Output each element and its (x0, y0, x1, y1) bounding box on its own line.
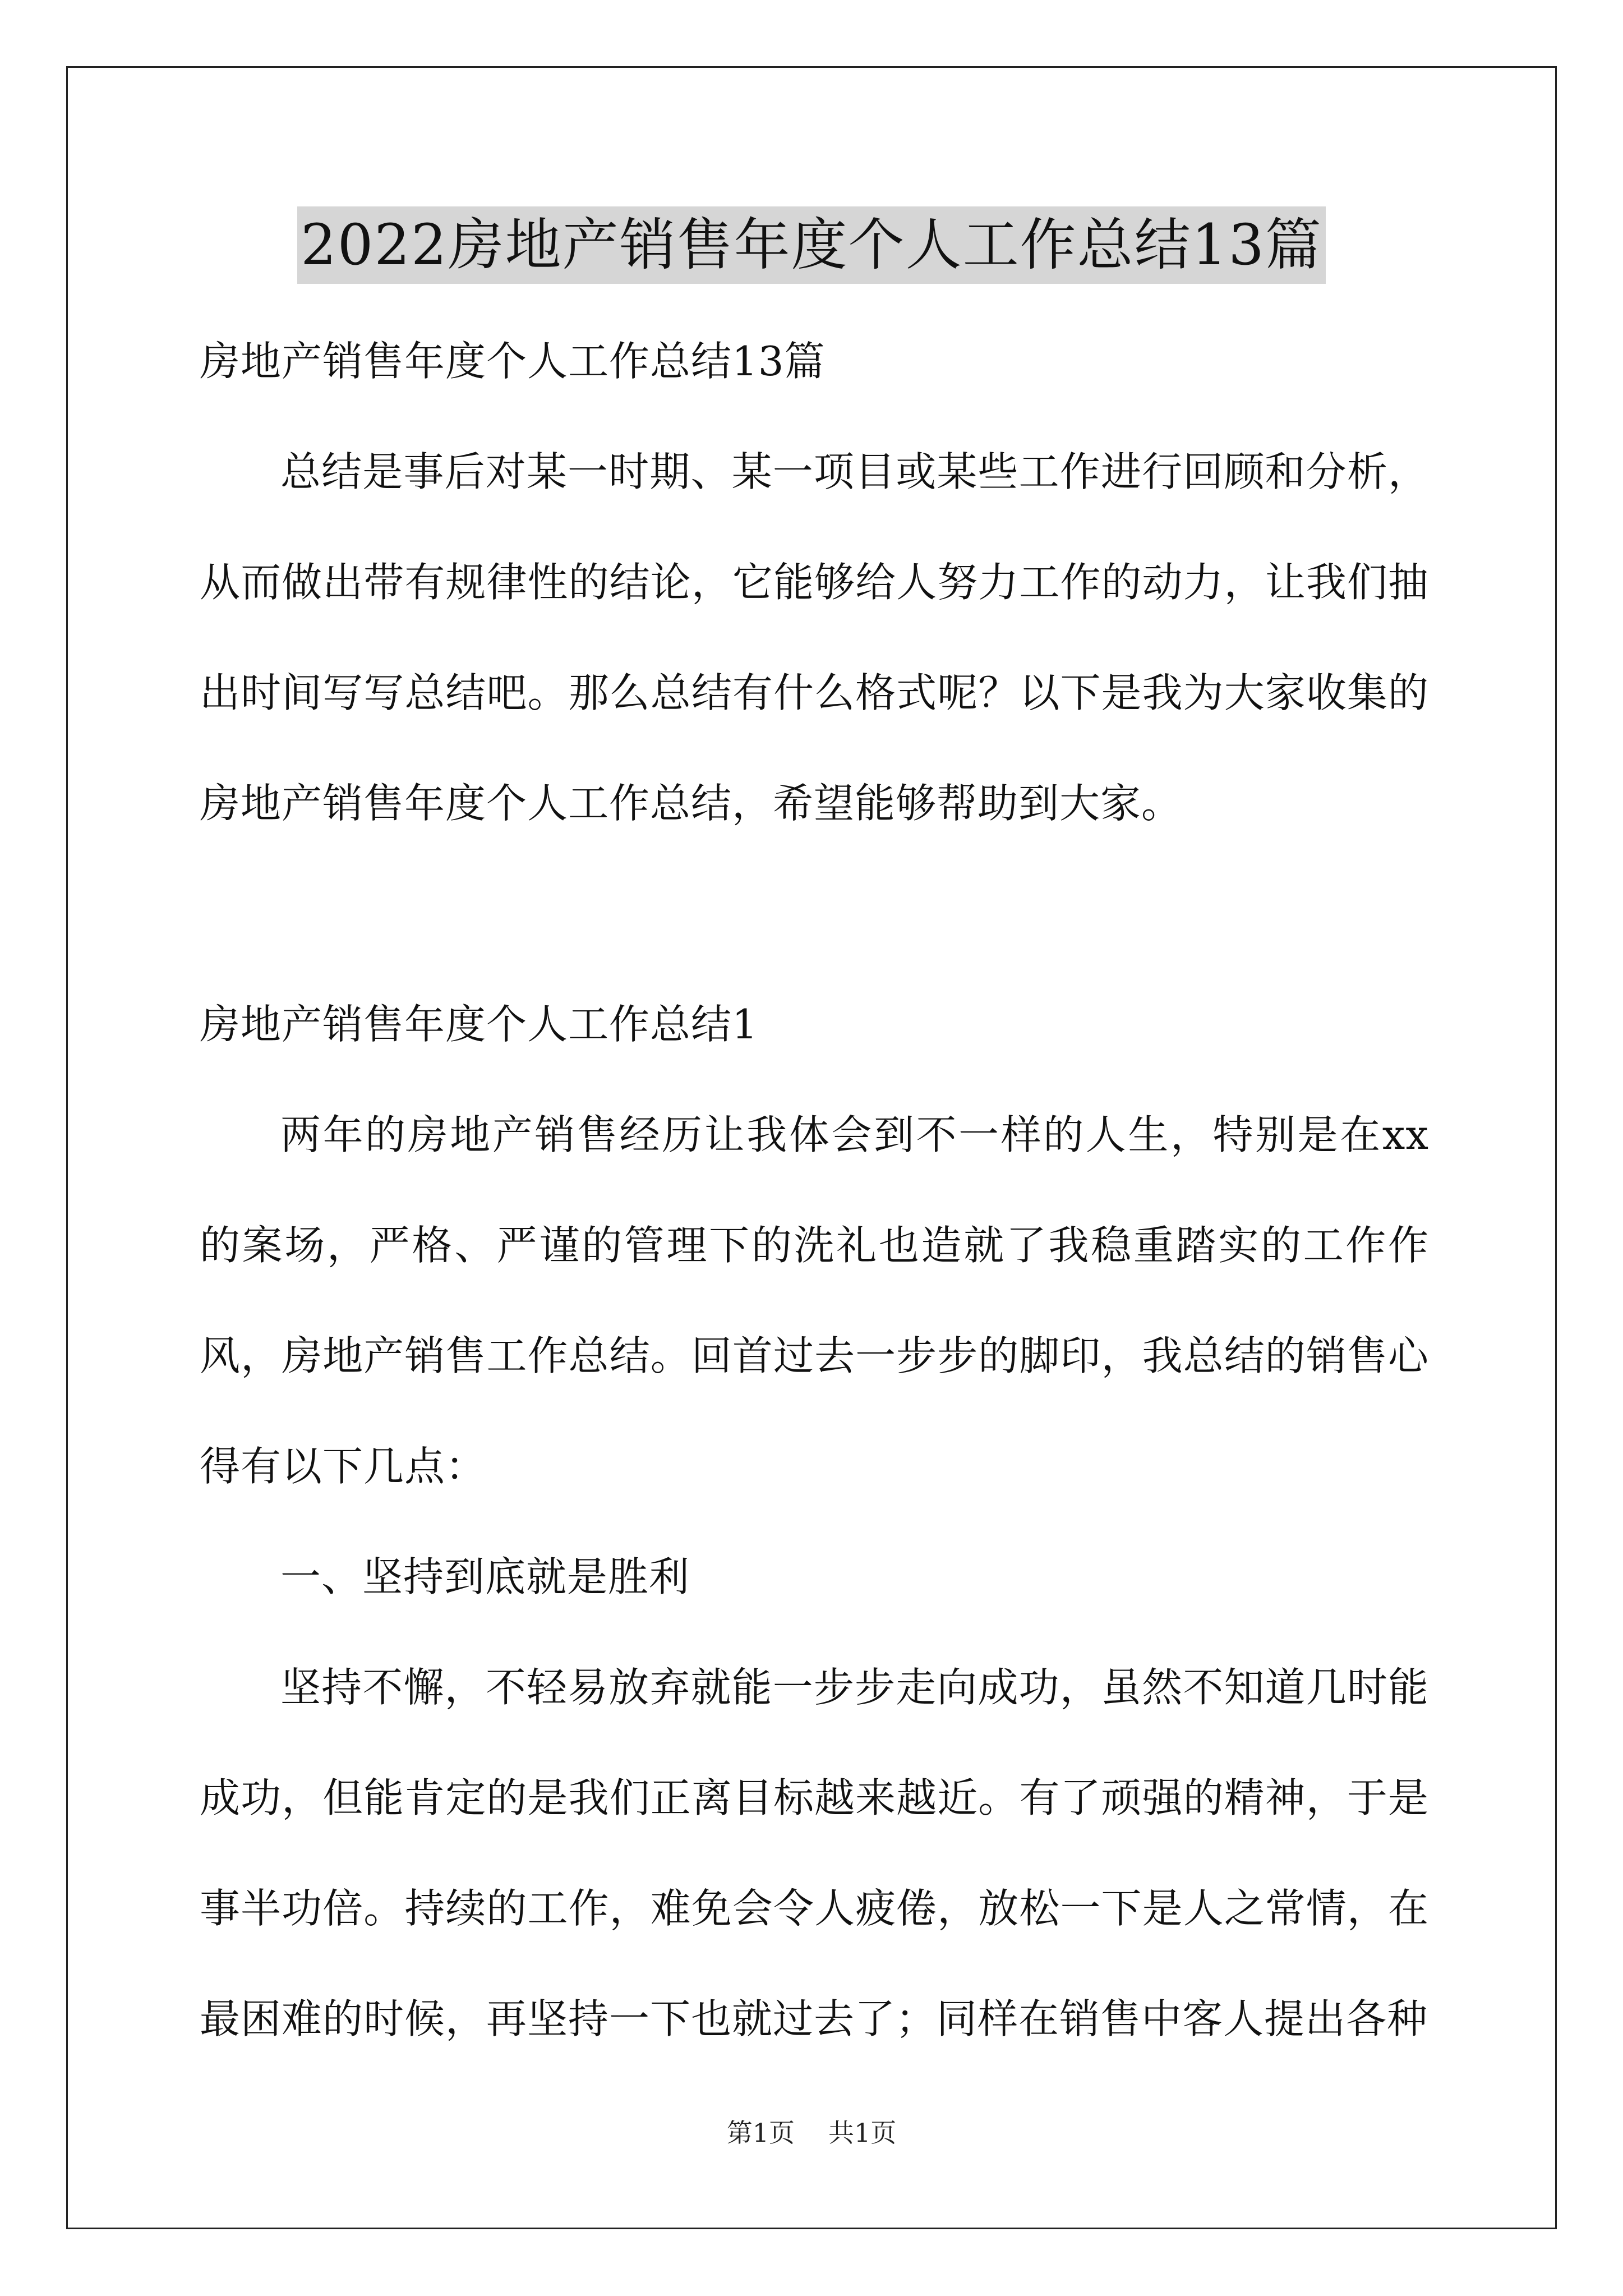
body-paragraph: 坚持不懈，不轻易放弃就能一步步走向成功，虽然不知道几时能成功，但能肯定的是我们正离目标越来越近。有了顽强的精神，于是事半功倍。持续的工作，难免会令人疲倦，放松一下是人之常情，在最困难的时候，再坚持一下也就过去了；同样在销售中客人提出各种 (200, 1664, 1429, 2042)
page-number: 第1页 (726, 2118, 795, 2148)
intro-paragraph: 总结是事后对某一时期、某一项目或某些工作进行回顾和分析，从而做出带有规律性的结论，它能够给人努力工作的动力，让我们抽出时间写写总结吧。那么总结有什么格式呢？以下是我为大家收集的房地产销售年度个人工作总结，希望能够帮助到大家。 (200, 448, 1429, 827)
point-heading: 一、坚持到底就是胜利 (280, 1553, 690, 1600)
document-body (200, 306, 1429, 2074)
paragraph-gap (200, 859, 1429, 969)
section-heading: 房地产销售年度个人工作总结1 (200, 1001, 758, 1048)
title-container (0, 206, 1623, 284)
subtitle-paragraph: 房地产销售年度个人工作总结13篇 (200, 338, 826, 385)
body-paragraph: 两年的房地产销售经历让我体会到不一样的人生，特别是在xx的案场，严格、严谨的管理下的洗礼也造就了我稳重踏实的工作作风，房地产销售工作总结。回首过去一步步的脚印，我总结的销售心得有以下几点： (200, 1111, 1429, 1490)
document-title: 2022房地产销售年度个人工作总结13篇 (297, 206, 1326, 284)
page-total: 共1页 (828, 2118, 897, 2148)
page-footer (0, 2116, 1623, 2150)
